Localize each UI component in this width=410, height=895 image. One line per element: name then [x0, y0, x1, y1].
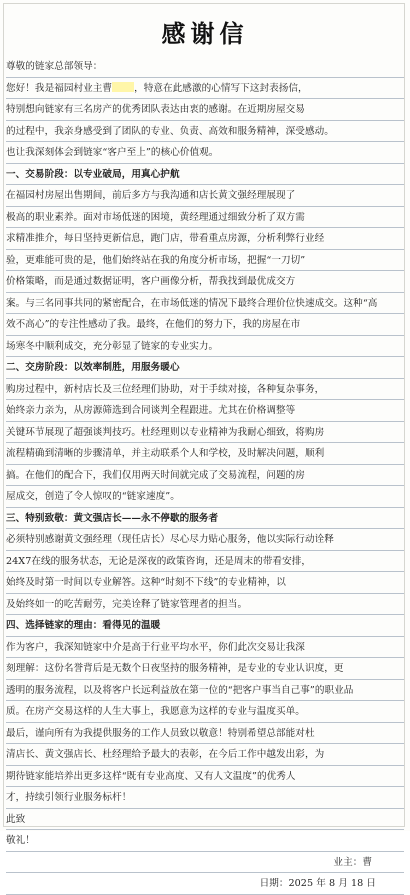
page-title: 感谢信	[161, 19, 249, 48]
body-line: 也让我深刻体会到链家“客户至上”的核心价值观。	[6, 142, 404, 164]
body-line: 案。与三名同事共同的紧密配合，在市场低迷的情况下最终合理价位快速成交。这种“高	[6, 293, 404, 315]
body-line: 始终及时第一时间以专业解答。这种“时刻不下线”的专业精神，以	[6, 572, 404, 594]
body-line: 效不高心”的专注性感动了我。最终，在他们的努力下，我的房屋在市	[6, 314, 404, 336]
body-line: 期待链家能培养出更多这样“既有专业高度、又有人文温度”的优秀人	[6, 766, 404, 788]
body-line: 流程精确到清晰的步骤清单，并主动联系个人和学校，及时解决问题，顺利	[6, 443, 404, 465]
section-heading: 一、交易阶段：以专业破局，用真心护航	[6, 164, 404, 186]
body-line: 场寒冬中顺利成交，充分彰显了链家的专业实力。	[6, 336, 404, 358]
body-line: 刻理解：这份名誉背后是无数个日夜坚持的服务精神，是专业的专业认识度，更	[6, 658, 404, 680]
body-line: 购房过程中，新村店长及三位经理们协助，对于手续对接，各种复杂事务，	[6, 379, 404, 401]
letter-body	[6, 56, 404, 895]
body-line: 24X7在线的服务状态，无论是深夜的政策咨询，还是周末的带看安排，	[6, 551, 404, 573]
body-line: 最后，谨向所有为我提供服务的工作人员致以敬意！特别希望总部能对杜	[6, 723, 404, 745]
body-line: 才，持续引领行业服务标杆！	[6, 787, 404, 809]
body-line	[6, 78, 404, 100]
body-line: 作为客户，我深知链家中介是高于行业平均水平，你们此次交易让我深	[6, 637, 404, 659]
body-line: 及始终如一的吃苦耐劳，完美诠释了链家管理者的担当。	[6, 594, 404, 616]
signature-line: 业主：曹	[6, 852, 404, 874]
closing-line: 敬礼！	[6, 830, 404, 852]
body-line: 搞。在他们的配合下，我们仅用两天时间就完成了交易流程，问题的房	[6, 465, 404, 487]
body-line: 特别想向链家有三名房产的优秀团队表达由衷的感谢。在近期房屋交易	[6, 99, 404, 121]
section-heading: 二、交房阶段：以效率制胜，用服务暖心	[6, 357, 404, 379]
body-line: 价格策略，而是通过数据证明，客户画像分析，帮我找到最优成交方	[6, 271, 404, 293]
redacted-name-highlight	[112, 82, 134, 92]
body-line: 始终亲力亲为，从房源筛选到合同谈判全程跟进。尤其在价格调整等	[6, 400, 404, 422]
body-line: 透明的服务流程，以及将客户长远利益放在第一位的“把客户事当自己事”的职业品	[6, 680, 404, 702]
body-line-text: 您好！我是福园村业主曹	[6, 82, 113, 94]
body-line: 在福园村房屋出售期间，前后多方与我沟通和店长黄文强经理展现了	[6, 185, 404, 207]
body-line: 必须特别感谢黄文强经理（现任店长）尽心尽力贴心服务，他以实际行动诠释	[6, 529, 404, 551]
body-line: 的过程中，我亲身感受到了团队的专业、负责、高效和服务精神，深受感动。	[6, 121, 404, 143]
body-line: 清店长、黄文强店长、杜经理给予最大的表彰，在今后工作中越发出彩，为	[6, 744, 404, 766]
body-line-text: ，特意在此感激的心情写下这封表扬信，	[134, 82, 308, 94]
body-line: 关键环节展现了超强谈判技巧。杜经理则以专业精神为我耐心细致，将购房	[6, 422, 404, 444]
section-heading: 三、特别致敬：黄文强店长——永不停歇的服务者	[6, 508, 404, 530]
body-line: 极高的职业素养。面对市场低迷的困境，黄经理通过细致分析了双方需	[6, 207, 404, 229]
date-line: 日期：2025 年 8 月 18 日	[6, 873, 404, 895]
body-line: 验，更难能可贵的是，他们始终站在我的角度分析市场，把握“一刀切”	[6, 250, 404, 272]
section-heading: 四、选择链家的理由：看得见的温暖	[6, 615, 404, 637]
body-line: 质。在房产交易这样的人生大事上，我愿意为这样的专业与温度买单。	[6, 701, 404, 723]
body-line: 屋成交，创造了令人惊叹的“链家速度”。	[6, 486, 404, 508]
closing-line: 此致	[6, 809, 404, 831]
body-line: 求精准推介，每日坚持更新信息，跑门店，带看重点房源，分析利弊行业经	[6, 228, 404, 250]
salutation-line: 尊敬的链家总部领导：	[6, 56, 404, 78]
